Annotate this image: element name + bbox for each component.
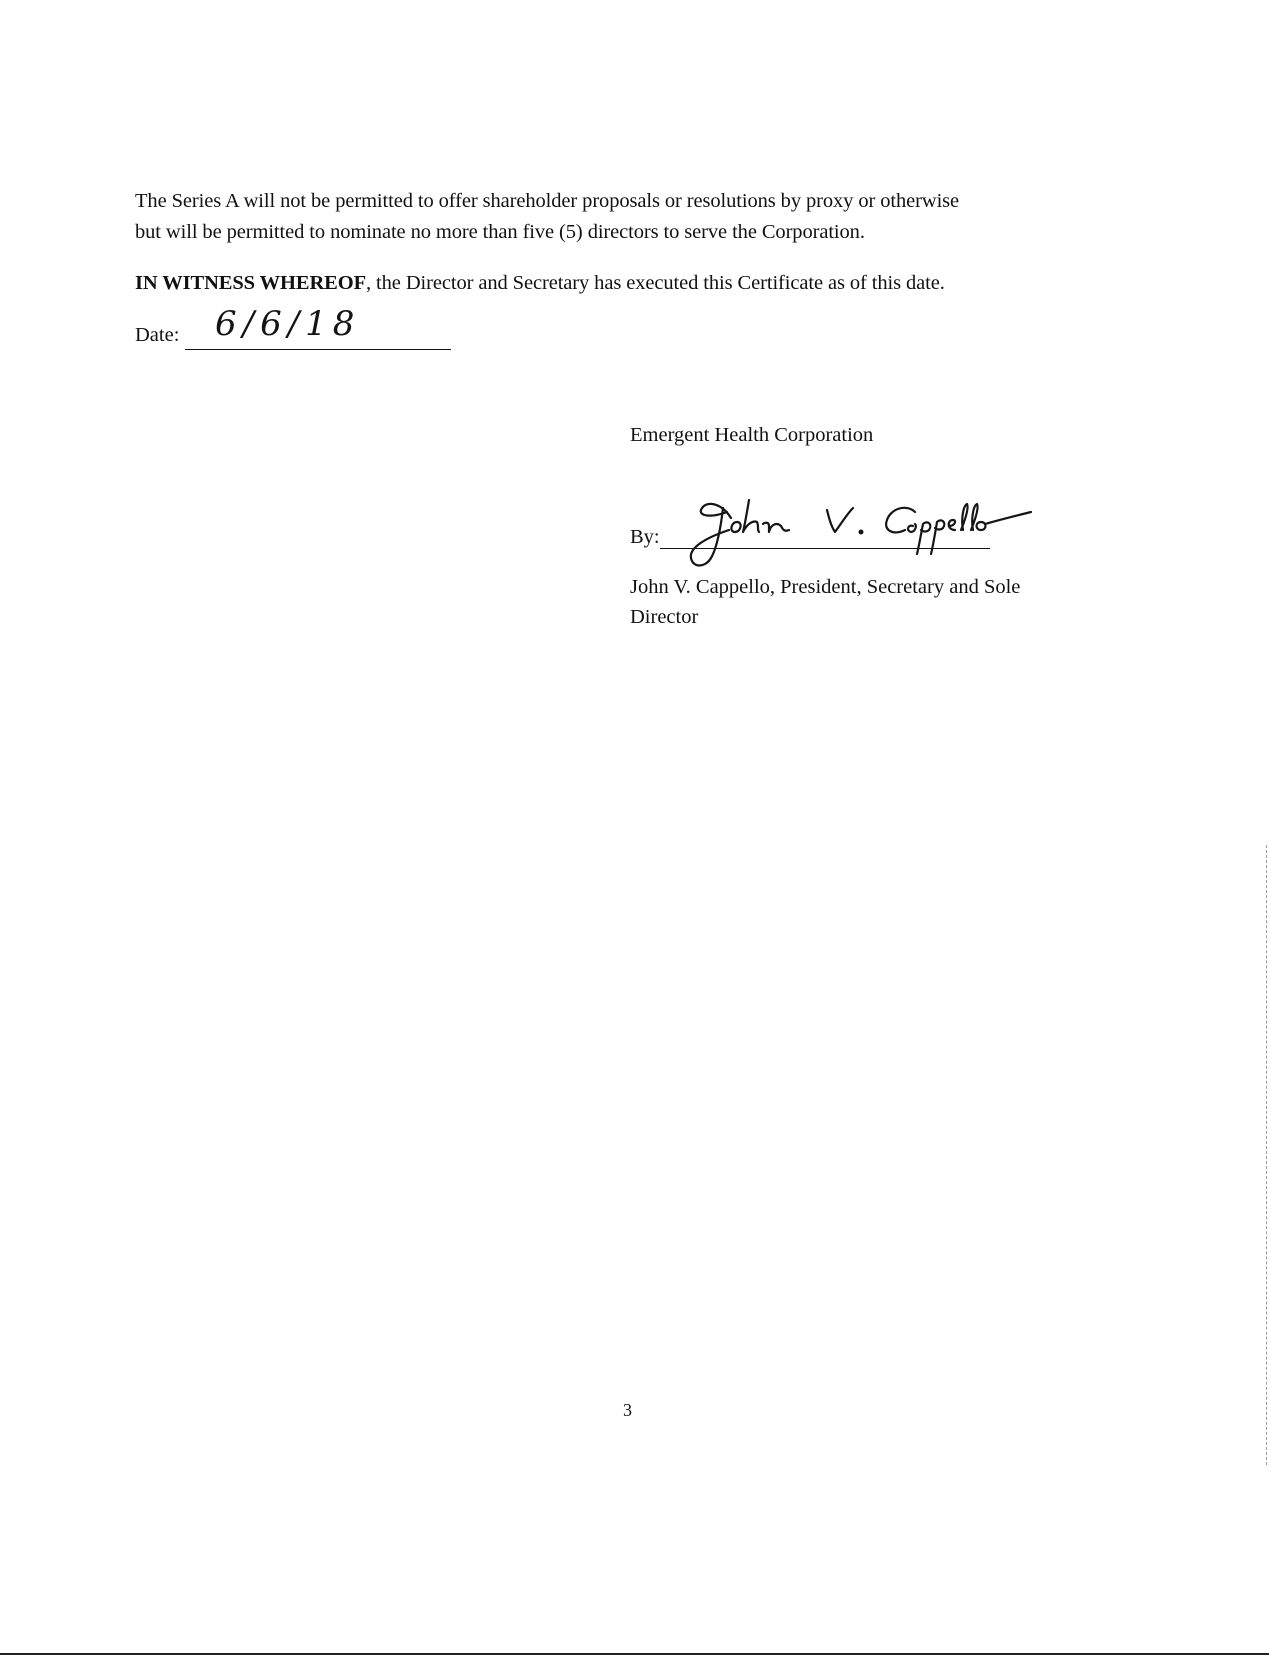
- witness-text: , the Director and Secretary has executed this Certificate as of this date.: [366, 272, 945, 294]
- witness-paragraph: [135, 268, 945, 299]
- scan-bottom-edge: [0, 1653, 1269, 1655]
- series-a-paragraph-line-1: The Series A will not be permitted to offer shareholder proposals or resolutions by proxy or otherwise: [135, 190, 960, 212]
- witness-heading: IN WITNESS WHEREOF: [135, 272, 366, 294]
- date-underline: [185, 349, 451, 350]
- date-field: [135, 304, 455, 358]
- scan-edge-mark: [1266, 845, 1267, 1465]
- series-a-paragraph-line-2: but will be permitted to nominate no more than five (5) directors to serve the Corporation.: [135, 221, 865, 243]
- series-a-paragraph: [135, 186, 959, 248]
- page-number: 3: [623, 1400, 632, 1420]
- handwritten-date: 6/6/18: [215, 304, 361, 344]
- signature-field: [630, 490, 1080, 570]
- signer-line-1: John V. Cappello, President, Secretary and Sole: [630, 576, 1021, 598]
- by-label: By:: [630, 526, 660, 548]
- company-name: Emergent Health Corporation: [630, 424, 874, 446]
- signer-name-title: [630, 572, 1090, 632]
- handwritten-signature: [665, 490, 1080, 570]
- signer-line-2: Director: [630, 606, 699, 628]
- date-label: Date:: [135, 324, 180, 346]
